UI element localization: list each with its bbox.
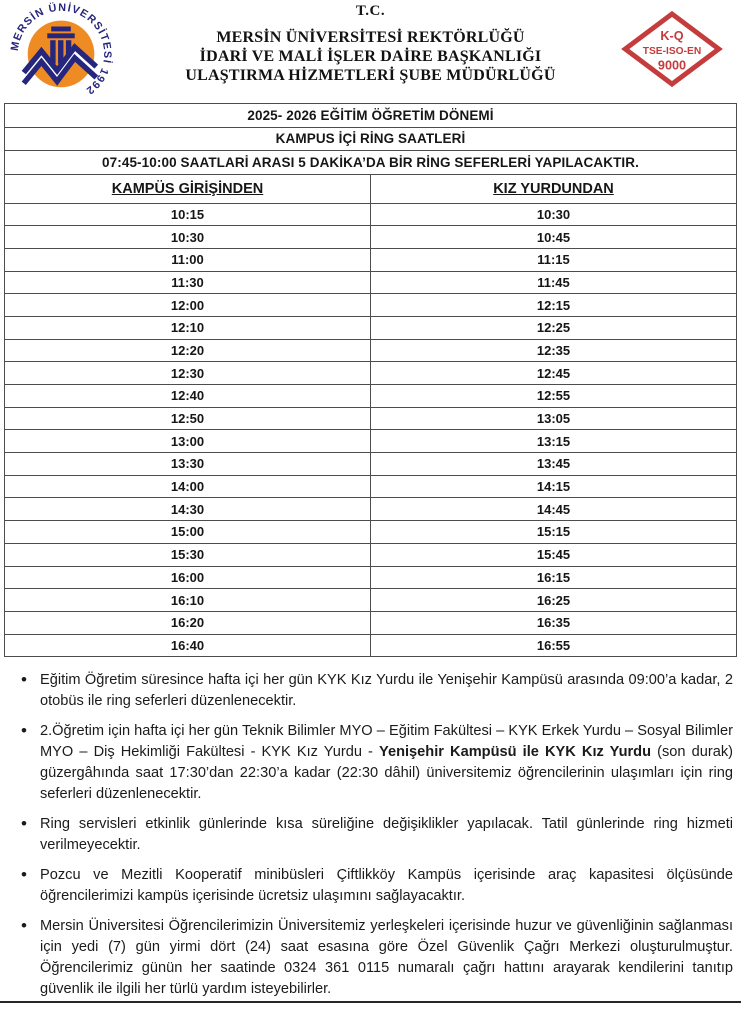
table-row — [5, 248, 737, 271]
table-title-row — [5, 127, 737, 151]
time-cell: 12:00 — [5, 294, 371, 317]
document-header — [0, 0, 741, 101]
time-cell: 16:55 — [371, 634, 737, 657]
time-cell: 12:45 — [371, 362, 737, 385]
time-cell: 12:50 — [5, 407, 371, 430]
note-text: (son durak) güzergâhında saat 17:30’dan 22:30’a kadar (22:30 dâhil) üniversitemiz öğrencilerinin ulaşımları için ring seferleri düzenlenecektir. — [40, 744, 733, 803]
table-row — [5, 203, 737, 226]
time-cell: 12:25 — [371, 316, 737, 339]
time-cell: 10:30 — [371, 203, 737, 226]
table-title-campus-ring: KAMPUS İÇİ RİNG SAATLERİ — [5, 127, 737, 151]
time-cell: 11:15 — [371, 248, 737, 271]
time-cell: 16:10 — [5, 589, 371, 612]
footer-divider — [0, 1001, 741, 1003]
table-row — [5, 566, 737, 589]
table-row — [5, 521, 737, 544]
note-text-bold: Yenişehir Kampüsü ile KYK Kız Yurdu — [379, 744, 651, 761]
note-item — [12, 721, 733, 805]
table-row — [5, 543, 737, 566]
time-cell: 16:20 — [5, 611, 371, 634]
time-cell: 12:20 — [5, 339, 371, 362]
time-cell: 12:35 — [371, 339, 737, 362]
note-text: Ring servisleri etkinlik günlerinde kısa süreliğine değişiklikler yapılacak. Tatil günlerinde ring hizmeti verilmeyecektir. — [40, 816, 733, 854]
time-cell: 16:25 — [371, 589, 737, 612]
time-cell: 11:00 — [5, 248, 371, 271]
university-logo — [8, 2, 114, 100]
time-cell: 12:55 — [371, 385, 737, 408]
time-cell: 14:30 — [5, 498, 371, 521]
table-row — [5, 453, 737, 476]
schedule-rows — [5, 203, 737, 657]
table-title-row — [5, 151, 737, 175]
time-cell: 16:40 — [5, 634, 371, 657]
note-text: Mersin Üniversitesi Öğrencilerimizin Üniversitemiz yerleşkeleri içerisinde huzur ve güvenliğinin sağlanması için yedi (7) gün yirmi dört (24) saat esasına göre Özel Güvenlik Çağrı Merkezi oluşturulmuştur. Öğrencilerimiz günün her saatinde 0324 361 0115 numaralı çağrı hattını arayarak kendilerini tanıtıp güvenlik ile ilgili her türlü yardım isteyebilirler. — [40, 918, 733, 998]
time-cell: 11:30 — [5, 271, 371, 294]
logo-ring-text: MERSİN ÜNİVERSİTESİ 1992 — [8, 2, 114, 98]
table-row — [5, 498, 737, 521]
table-row — [5, 385, 737, 408]
notes-list — [12, 670, 733, 1000]
table-row — [5, 407, 737, 430]
table-row — [5, 589, 737, 612]
note-item — [12, 814, 733, 856]
tc-heading: T.C. — [355, 3, 386, 19]
time-cell: 16:35 — [371, 611, 737, 634]
time-cell: 13:30 — [5, 453, 371, 476]
time-cell: 12:40 — [5, 385, 371, 408]
time-cell: 14:00 — [5, 475, 371, 498]
table-row — [5, 634, 737, 657]
time-cell: 12:15 — [371, 294, 737, 317]
time-cell: 14:15 — [371, 475, 737, 498]
table-row — [5, 430, 737, 453]
time-cell: 10:30 — [5, 226, 371, 249]
heading-line-1: MERSİN ÜNİVERSİTESİ REKTÖRLÜĞÜ — [216, 29, 525, 46]
table-row — [5, 294, 737, 317]
time-cell: 11:45 — [371, 271, 737, 294]
table-row — [5, 475, 737, 498]
time-cell: 13:15 — [371, 430, 737, 453]
table-row — [5, 339, 737, 362]
note-text: 2.Öğretim için hafta içi her gün Teknik Bilimler MYO – Eğitim Fakültesi – KYK Erkek Yurdu – Sosyal Bilimler MYO – Diş Hekimliği Fakültesi - KYK Kız Yurdu - — [40, 723, 733, 761]
note-item — [12, 865, 733, 907]
time-cell: 13:45 — [371, 453, 737, 476]
table-row — [5, 362, 737, 385]
heading-line-2: İDARİ VE MALİ İŞLER DAİRE BAŞKANLIĞI — [199, 48, 542, 65]
time-cell: 15:15 — [371, 521, 737, 544]
note-text: Pozcu ve Mezitli Kooperatif minibüsleri Çiftlikköy Kampüs içerisinde araç kapasitesi ölçüsünde öğrencilerimizi kampüs içerisinde ücretsiz ulaşımını sağlayacaktır. — [40, 867, 733, 905]
tse-iso-logo — [621, 10, 723, 88]
time-cell: 15:30 — [5, 543, 371, 566]
table-row — [5, 226, 737, 249]
time-cell: 13:00 — [5, 430, 371, 453]
time-cell: 10:45 — [371, 226, 737, 249]
column-header-campus-gate: KAMPÜS GİRİŞİNDEN — [5, 174, 371, 203]
time-cell: 10:15 — [5, 203, 371, 226]
tse-line-2: TSE-ISO-EN — [642, 45, 702, 57]
time-cell: 15:00 — [5, 521, 371, 544]
table-title-frequency-note: 07:45-10:00 SAATLARİ ARASI 5 DAKİKA’DA BİR RİNG SEFERLERİ YAPILACAKTIR. — [5, 151, 737, 175]
time-cell: 12:30 — [5, 362, 371, 385]
column-header-girls-dorm: KIZ YURDUNDAN — [371, 174, 737, 203]
tse-line-1: K-Q — [660, 29, 684, 44]
table-row — [5, 611, 737, 634]
table-title-term: 2025- 2026 EĞİTİM ÖĞRETİM DÖNEMİ — [5, 104, 737, 128]
time-cell: 14:45 — [371, 498, 737, 521]
time-cell: 13:05 — [371, 407, 737, 430]
time-cell: 16:15 — [371, 566, 737, 589]
tse-line-3: 9000 — [657, 58, 687, 73]
table-column-header-row — [5, 174, 737, 203]
time-cell: 16:00 — [5, 566, 371, 589]
table-title-row — [5, 104, 737, 128]
time-cell: 12:10 — [5, 316, 371, 339]
table-row — [5, 316, 737, 339]
heading-line-3: ULAŞTIRMA HİZMETLERİ ŞUBE MÜDÜRLÜĞÜ — [185, 67, 556, 84]
time-cell: 15:45 — [371, 543, 737, 566]
note-item — [12, 670, 733, 712]
table-row — [5, 271, 737, 294]
note-text: Eğitim Öğretim süresince hafta içi her gün KYK Kız Yurdu ile Yenişehir Kampüsü arasında 09:00’a kadar, 2 otobüs ile ring seferleri düzenlenecektir. — [40, 672, 733, 710]
note-item — [12, 916, 733, 1000]
ring-schedule-table — [4, 103, 737, 657]
